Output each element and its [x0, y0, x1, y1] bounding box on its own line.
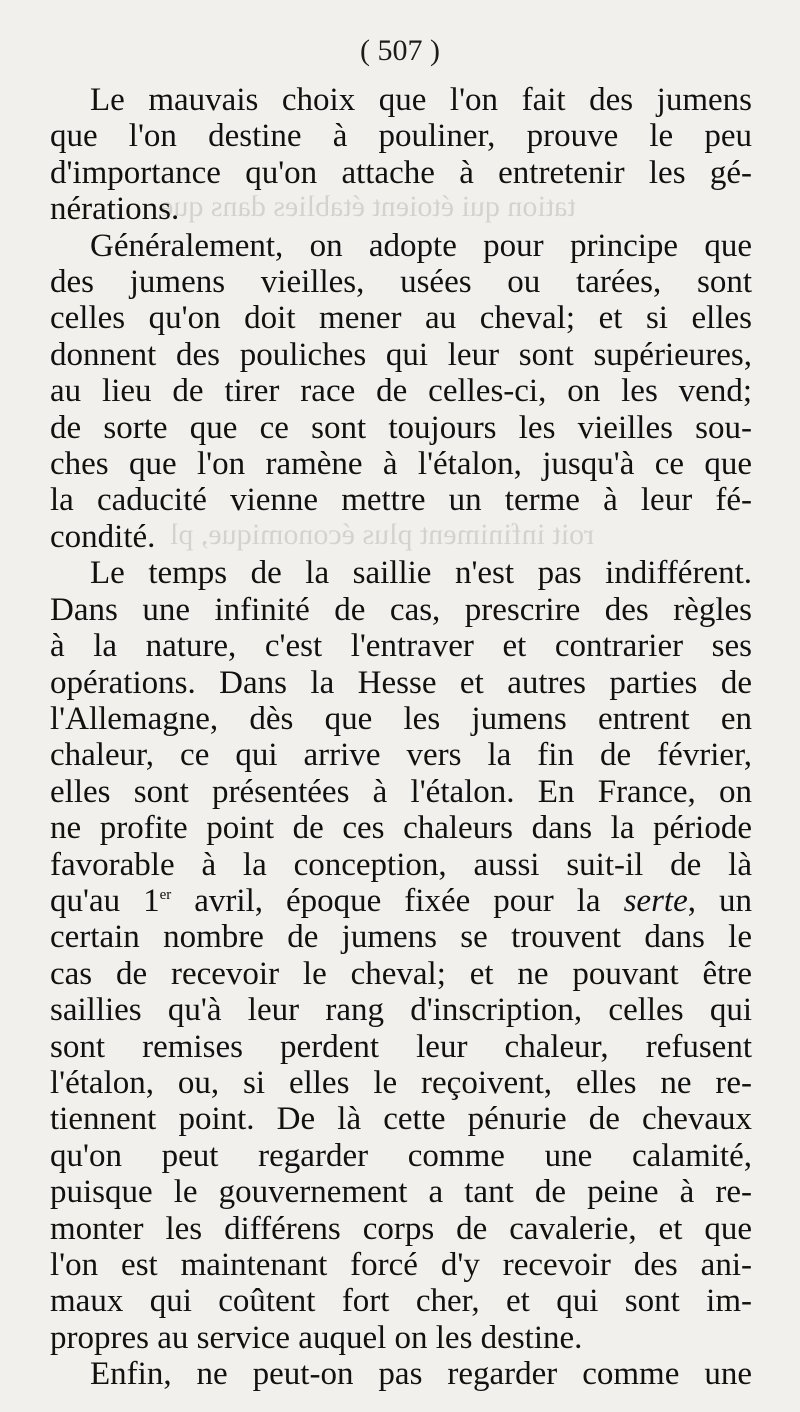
text-line: de sorte que ce sont toujours les vieilles sou- [50, 409, 752, 446]
text-line: monter les différens corps de cavalerie, et que [50, 1210, 752, 1247]
text-line: d'importance qu'on attache à entretenir les gé- [50, 154, 752, 191]
text-line: la caducité vienne mettre un terme à leur fé- [50, 482, 752, 519]
paragraph [50, 228, 752, 556]
text-line: tiennent point. De là cette pénurie de chevaux [50, 1101, 752, 1138]
text-line: Le mauvais choix que l'on fait des jumens [90, 82, 752, 118]
text-line: certain nombre de jumens se trouvent dans le [50, 919, 752, 956]
text-line: elles sont présentées à l'étalon. En France, on [50, 773, 752, 810]
text-line: des jumens vieilles, usées ou tarées, sont [50, 264, 752, 301]
text-line: au lieu de tirer race de celles-ci, on les vend; [50, 373, 752, 410]
text-line: chaleur, ce qui arrive vers la fin de février, [50, 737, 752, 774]
bleed-through-text-2: roit infiniment plus économique, pl [170, 518, 595, 551]
text-line: que l'on destine à pouliner, prouve le peu [50, 118, 752, 155]
text-line: l'étalon, ou, si elles le reçoivent, elles ne re- [50, 1064, 752, 1101]
text-line: sont remises perdent leur chaleur, refusent [50, 1028, 752, 1065]
text-line: donnent des pouliches qui leur sont supérieures, [50, 336, 752, 373]
text-line: condité. [50, 518, 156, 555]
text-line: Dans une infinité de cas, prescrire des règles [50, 591, 752, 628]
text-line: propres au service auquel on les destine. [50, 1319, 583, 1356]
text-line: favorable à la conception, aussi suit-il de là [50, 846, 752, 883]
text-line: celles qu'on doit mener au cheval; et si elles [50, 300, 752, 337]
text-line: ches que l'on ramène à l'étalon, jusqu'à ce que [50, 446, 752, 483]
text-line: Généralement, on adopte pour principe que [90, 227, 752, 264]
text-line: ne profite point de ces chaleurs dans la période [50, 810, 752, 847]
paragraph [50, 555, 752, 1356]
text-line: à la nature, c'est l'entraver et contrarier ses [50, 628, 752, 665]
text-line: Enfin, ne peut-on pas regarder comme une [90, 1356, 752, 1393]
text-line: qu'au 1er avril, époque fixée pour la serte, un [50, 882, 753, 919]
text-line: l'Allemagne, dès que les jumens entrent en [50, 700, 752, 737]
paragraph [50, 82, 752, 228]
text-line: maux qui coûtent fort cher, et qui sont im- [50, 1283, 752, 1320]
text-line: puisque le gouvernement a tant de peine à re- [50, 1174, 752, 1211]
text-line: opérations. Dans la Hesse et autres parties de [50, 664, 752, 701]
paragraph [50, 1356, 752, 1392]
text-line: nérations. [50, 191, 180, 228]
page-number: ( 507 ) [360, 34, 440, 67]
page-body-text [50, 82, 752, 1393]
text-line: cas de recevoir le cheval; et ne pouvant être [50, 955, 752, 992]
text-line: qu'on peut regarder comme une calamité, [50, 1137, 752, 1174]
bleed-through-text-1: tation qui étoient établies dans que [160, 190, 576, 223]
text-line: l'on est maintenant forcé d'y recevoir des ani- [50, 1247, 752, 1283]
text-line: saillies qu'à leur rang d'inscription, celles qui [50, 992, 752, 1029]
text-line: Le temps de la saillie n'est pas indifférent. [90, 555, 752, 592]
